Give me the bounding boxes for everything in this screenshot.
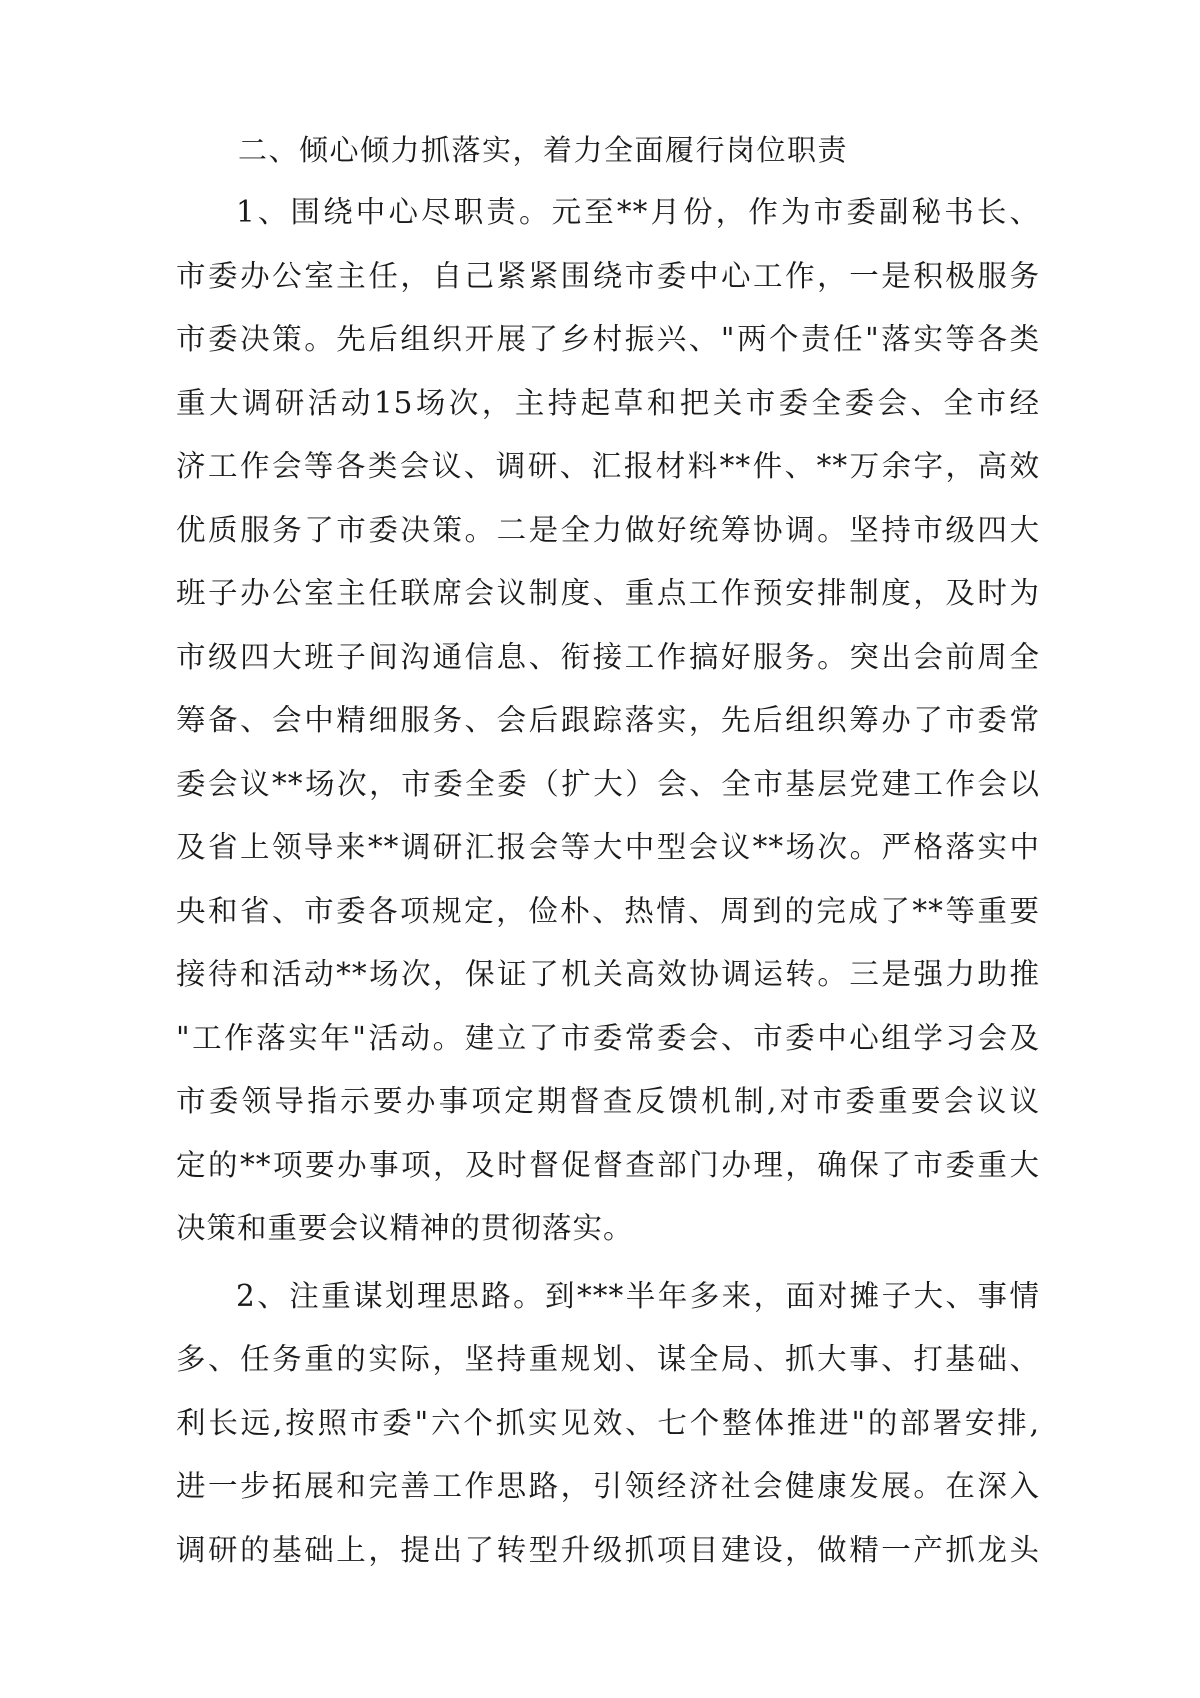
text-line: 济工作会等各类会议、调研、汇报材料**件、**万余字，高效: [176, 449, 1040, 483]
text-line: 央和省、市委各项规定，俭朴、热情、周到的完成了**等重要: [176, 893, 1040, 928]
text-line: 利长远,按照市委"六个抓实见效、七个整体推进"的部署安排,: [176, 1405, 1040, 1440]
text-line: 及省上领导来**调研汇报会等大中型会议**场次。严格落实中: [176, 830, 1040, 864]
text-line: 2、注重谋划理思路。到***半年多来，面对摊子大、事情: [236, 1278, 1040, 1313]
text-line: 市级四大班子间沟通信息、衔接工作搞好服务。突出会前周全: [176, 639, 1040, 674]
text-line: 多、任务重的实际，坚持重规划、谋全局、抓大事、打基础、: [176, 1342, 1040, 1376]
paragraph-2: [176, 1265, 1040, 1583]
text-line: 1、围绕中心尽职责。元至**月份，作为市委副秘书长、: [236, 195, 1040, 229]
text-line: 委会议**场次，市委全委（扩大）会、全市基层党建工作会以: [176, 766, 1040, 801]
text-line: 筹备、会中精细服务、会后跟踪落实，先后组织筹办了市委常: [176, 703, 1040, 737]
text-line: 重大调研活动15场次，主持起草和把关市委全委会、全市经: [176, 385, 1040, 420]
text-line: 市委办公室主任，自己紧紧围绕市委中心工作，一是积极服务: [176, 258, 1040, 293]
text-line: 调研的基础上，提出了转型升级抓项目建设，做精一产抓龙头: [176, 1532, 1040, 1567]
text-line: 接待和活动**场次，保证了机关高效协调运转。三是强力助推: [176, 957, 1040, 991]
paragraph-1: [176, 181, 1040, 1261]
text-line: 市委领导指示要办事项定期督查反馈机制,对市委重要会议议: [176, 1084, 1040, 1118]
text-line: 进一步拓展和完善工作思路，引领经济社会健康发展。在深入: [176, 1469, 1040, 1503]
text-line: "工作落实年"活动。建立了市委常委会、市委中心组学习会及: [176, 1020, 1040, 1055]
section-heading: 二、倾心倾力抓落实，着力全面履行岗位职责: [238, 133, 849, 167]
text-line: 市委决策。先后组织开展了乡村振兴、"两个责任"落实等各类: [176, 322, 1040, 356]
text-line: 班子办公室主任联席会议制度、重点工作预安排制度，及时为: [176, 576, 1040, 610]
text-line: 优质服务了市委决策。二是全力做好统筹协调。坚持市级四大: [176, 512, 1040, 547]
document-body: [176, 119, 1040, 1582]
text-line: 决策和重要会议精神的贯彻落实。: [176, 1211, 634, 1245]
text-line: 定的**项要办事项，及时督促督查部门办理，确保了市委重大: [176, 1147, 1040, 1182]
